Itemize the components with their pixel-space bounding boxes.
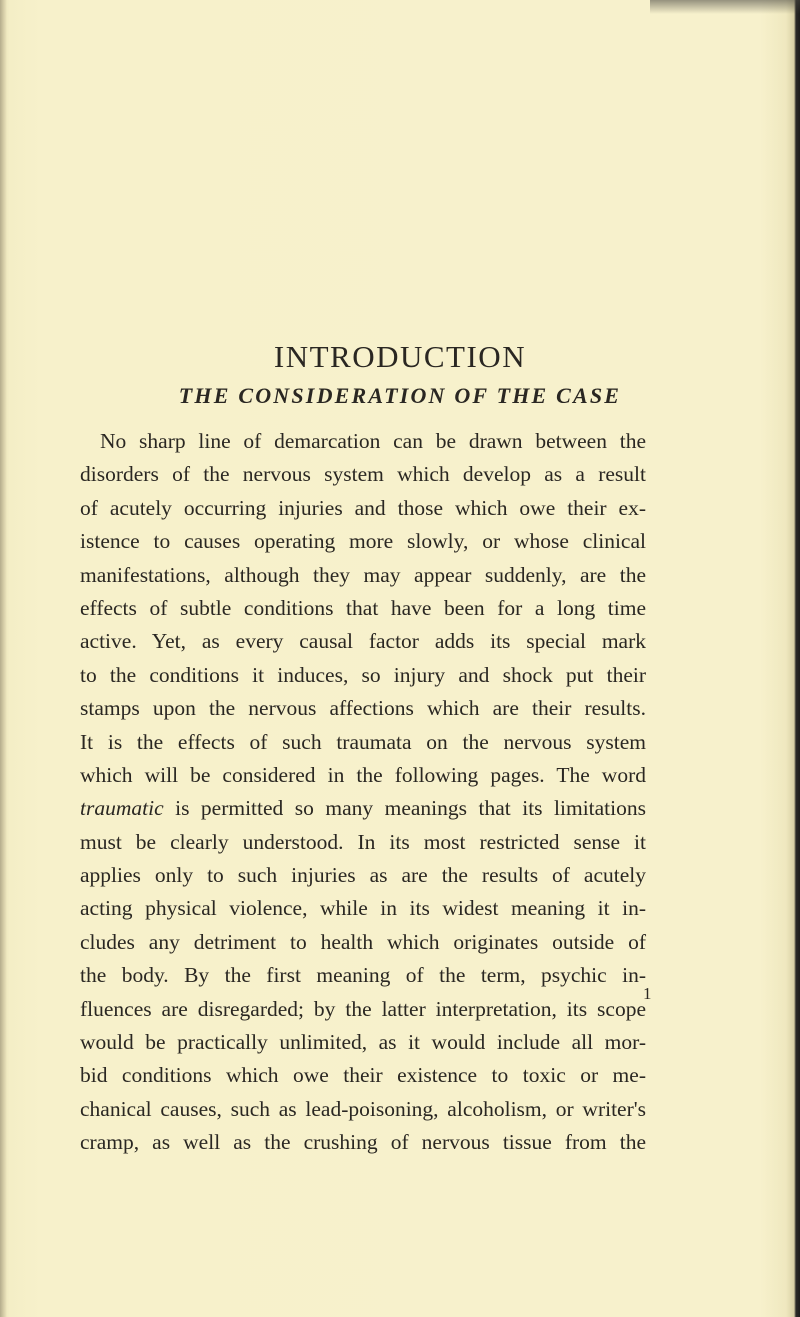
- text-line: disorders of the nervous system which develop as a result: [80, 462, 646, 487]
- text-line: It is the effects of such traumata on the nervous system: [80, 729, 646, 754]
- text-line: No sharp line of demarcation can be drawn between the: [100, 429, 646, 453]
- text-line: manifestations, although they may appear suddenly, are the: [80, 562, 646, 587]
- text-line: applies only to such injuries as are the results of acutely: [80, 863, 646, 888]
- text-line: of acutely occurring injuries and those which owe their ex-: [80, 495, 646, 520]
- text-line: would be practically unlimited, as it would include all mor-: [80, 1030, 646, 1055]
- text-line: active. Yet, as every causal factor adds its special mark: [80, 629, 646, 654]
- text-line: the body. By the first meaning of the term, psychic in-: [80, 963, 646, 988]
- text-line: to the conditions it induces, so injury and shock put their: [80, 662, 646, 687]
- text-line: bid conditions which owe their existence to toxic or me-: [80, 1063, 646, 1088]
- text-line: acting physical violence, while in its widest meaning it in-: [80, 896, 646, 921]
- text-line: must be clearly understood. In its most restricted sense it: [80, 829, 646, 854]
- text-line: fluences are disregarded; by the latter interpretation, its scope: [80, 996, 646, 1021]
- page-gutter-edge: [0, 0, 7, 1317]
- text-line: istence to causes operating more slowly, or whose clinical: [80, 529, 646, 554]
- text-line: [80, 1160, 646, 1193]
- text-line-rest: is permitted so many meanings that its limitations: [163, 796, 646, 821]
- page-corner-shadow: [650, 0, 800, 14]
- body-paragraph: [80, 425, 646, 1193]
- text-line: chanical causes, such as lead-poisoning, alcoholism, or writer's: [80, 1096, 646, 1121]
- text-line: [80, 792, 646, 825]
- italic-term: traumatic: [80, 796, 164, 821]
- text-line: effects of subtle conditions that have been for a long time: [80, 595, 646, 620]
- text-line: which will be considered in the following pages. The word: [80, 762, 646, 787]
- text-line: cramp, as well as the crushing of nervous tissue from the: [80, 1130, 646, 1155]
- section-title: THE CONSIDERATION OF THE CASE: [178, 383, 622, 408]
- text-line: cludes any detriment to health which originates outside of: [80, 929, 646, 954]
- chapter-title: INTRODUCTION: [273, 339, 527, 374]
- text-line: stamps upon the nervous affections which are their results.: [80, 696, 646, 721]
- page-number: 1: [643, 984, 652, 1003]
